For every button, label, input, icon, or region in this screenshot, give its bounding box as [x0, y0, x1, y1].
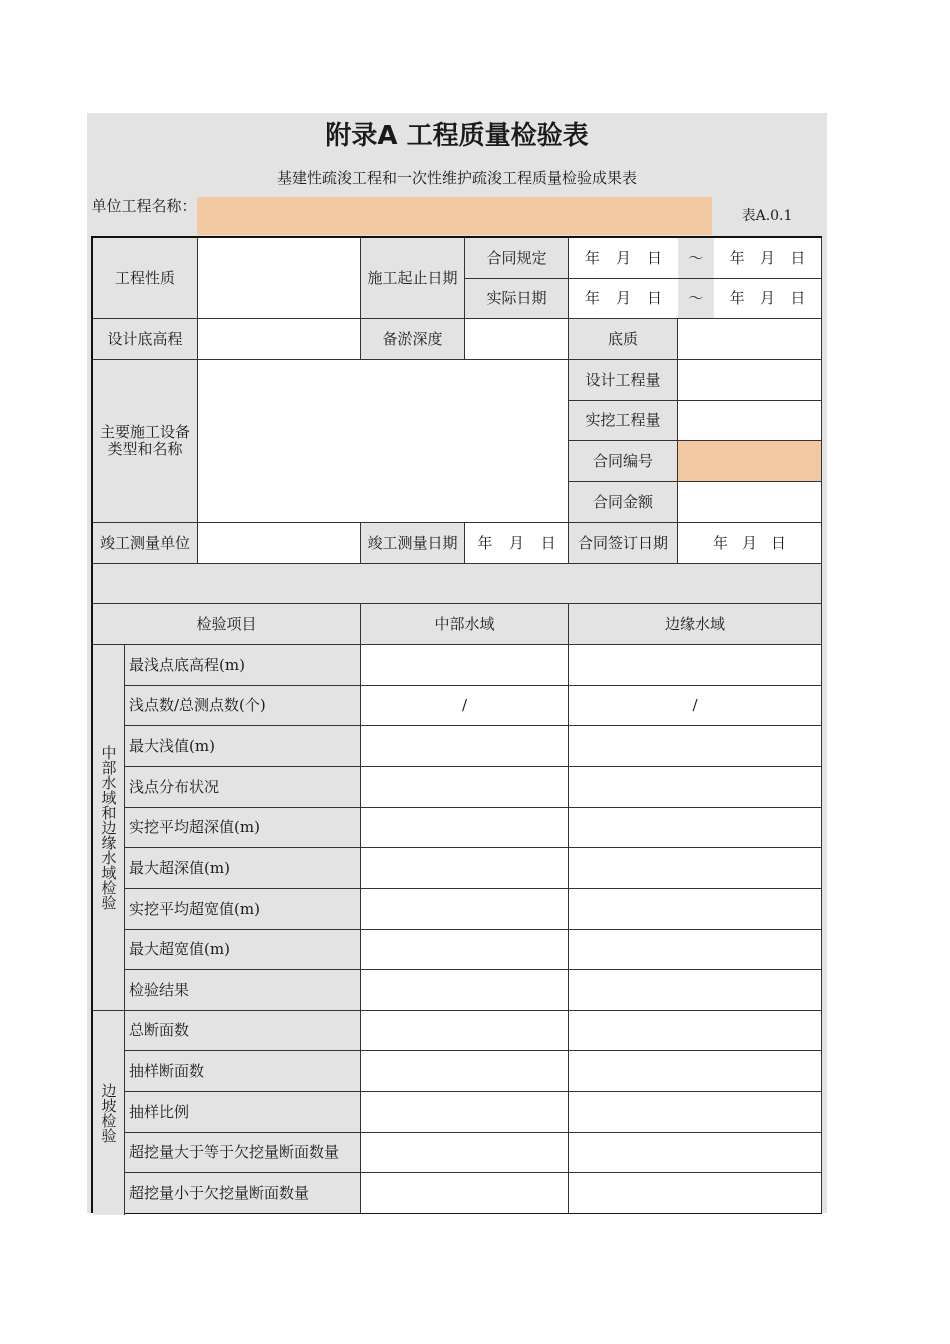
date-range-separator: ～ — [678, 279, 714, 319]
year-text: 年 — [712, 533, 728, 552]
month-text: 月 — [615, 289, 631, 307]
actual-end-date-field[interactable] — [714, 279, 822, 319]
page-title: 附录A 工程质量检验表 — [325, 121, 589, 151]
label-contract-amount: 合同金额 — [569, 482, 678, 523]
actual-start-date-field[interactable] — [569, 279, 678, 319]
central-water-value[interactable] — [361, 889, 569, 930]
label-main-equipment: 主要施工设备类型和名称 — [93, 360, 198, 523]
label-design-bottom-elevation: 设计底高程 — [93, 319, 198, 360]
header-inspection-item: 检验项目 — [93, 604, 361, 645]
design-quantity-field[interactable] — [678, 360, 822, 401]
actual-quantity-field[interactable] — [678, 401, 822, 441]
edge-water-value[interactable] — [569, 1133, 822, 1173]
central-water-value[interactable] — [361, 930, 569, 970]
central-water-value[interactable] — [361, 1051, 569, 1092]
header-edge-water: 边缘水域 — [569, 604, 822, 645]
inspection-item-label: 抽样断面数 — [125, 1051, 361, 1092]
edge-water-value[interactable] — [569, 1051, 822, 1092]
inspection-item-label: 超挖量大于等于欠挖量断面数量 — [125, 1133, 361, 1173]
label-reserved-depth: 备淤深度 — [361, 319, 465, 360]
edge-water-value[interactable] — [569, 645, 822, 686]
label-bottom-material: 底质 — [569, 319, 678, 360]
inspection-item-label: 最大超深值(m) — [125, 848, 361, 889]
date-range-separator: ～ — [678, 238, 714, 279]
month-text: 月 — [508, 533, 524, 552]
label-construction-period: 施工起止日期 — [361, 238, 465, 319]
reserved-depth-field[interactable] — [465, 319, 569, 360]
inspection-item-label: 最大浅值(m) — [125, 726, 361, 767]
central-water-value[interactable] — [361, 1173, 569, 1214]
day-text: 日 — [790, 248, 806, 267]
edge-water-value[interactable] — [569, 1011, 822, 1051]
day-text: 日 — [770, 533, 786, 552]
inspection-item-label: 最浅点底高程(m) — [125, 645, 361, 686]
inspection-item-label: 总断面数 — [125, 1011, 361, 1051]
edge-water-value[interactable] — [569, 1173, 822, 1214]
edge-water-value[interactable] — [569, 808, 822, 848]
contract-number-field[interactable] — [678, 441, 822, 482]
central-water-value[interactable] — [361, 1092, 569, 1133]
contract-end-date-field[interactable] — [714, 238, 822, 279]
year-text: 年 — [584, 248, 600, 267]
inspection-item-label: 实挖平均超深值(m) — [125, 808, 361, 848]
edge-water-value[interactable] — [569, 970, 822, 1011]
survey-date-field[interactable] — [465, 523, 569, 564]
unit-name-label — [90, 198, 198, 234]
table-code: 表A.0.1 — [741, 208, 793, 224]
header-central-water: 中部水域 — [361, 604, 569, 645]
contract-amount-field[interactable] — [678, 482, 822, 523]
inspection-item-label: 检验结果 — [125, 970, 361, 1011]
year-text: 年 — [729, 289, 745, 307]
edge-water-value[interactable] — [569, 1092, 822, 1133]
label-contract-number: 合同编号 — [569, 441, 678, 482]
design-bottom-elevation-field[interactable] — [198, 319, 361, 360]
contract-start-date-field[interactable] — [569, 238, 678, 279]
central-water-value[interactable]: / — [361, 686, 569, 726]
day-text: 日 — [790, 289, 806, 307]
group-label-water-inspection: 中部水域和边缘水域检验 — [93, 645, 125, 1011]
inspection-item-label: 浅点数/总测点数(个) — [125, 686, 361, 726]
day-text: 日 — [646, 248, 662, 267]
label-survey-unit: 竣工测量单位 — [93, 523, 198, 564]
edge-water-value[interactable] — [569, 889, 822, 930]
inspection-item-label: 最大超宽值(m) — [125, 930, 361, 970]
edge-water-value[interactable]: / — [569, 686, 822, 726]
project-nature-field[interactable] — [198, 238, 361, 319]
edge-water-value[interactable] — [569, 767, 822, 808]
month-text: 月 — [759, 289, 775, 307]
inspection-item-label: 实挖平均超宽值(m) — [125, 889, 361, 930]
edge-water-value[interactable] — [569, 930, 822, 970]
central-water-value[interactable] — [361, 767, 569, 808]
label-contract-sign-date: 合同签订日期 — [569, 523, 678, 564]
central-water-value[interactable] — [361, 970, 569, 1011]
inspection-table — [91, 236, 822, 1213]
year-text: 年 — [477, 533, 493, 552]
label-actual-quantity: 实挖工程量 — [569, 401, 678, 441]
unit-name-label-text: 单位工程名称： — [91, 197, 197, 215]
year-text: 年 — [729, 248, 745, 267]
central-water-value[interactable] — [361, 1133, 569, 1173]
section-divider — [93, 564, 822, 604]
unit-name-field[interactable] — [197, 197, 712, 235]
label-project-nature: 工程性质 — [93, 238, 198, 319]
central-water-value[interactable] — [361, 1011, 569, 1051]
inspection-item-label: 浅点分布状况 — [125, 767, 361, 808]
month-text: 月 — [741, 533, 757, 552]
central-water-value[interactable] — [361, 808, 569, 848]
central-water-value[interactable] — [361, 645, 569, 686]
month-text: 月 — [759, 248, 775, 267]
day-text: 日 — [540, 533, 556, 552]
month-text: 月 — [615, 248, 631, 267]
survey-unit-field[interactable] — [198, 523, 361, 564]
inspection-item-label: 超挖量小于欠挖量断面数量 — [125, 1173, 361, 1214]
year-text: 年 — [584, 289, 600, 307]
central-water-value[interactable] — [361, 726, 569, 767]
label-actual-date: 实际日期 — [465, 279, 569, 319]
day-text: 日 — [646, 289, 662, 307]
edge-water-value[interactable] — [569, 848, 822, 889]
group-label-slope-inspection: 边坡检验 — [93, 1011, 125, 1215]
label-survey-date: 竣工测量日期 — [361, 523, 465, 564]
main-equipment-field[interactable] — [198, 360, 569, 523]
label-design-quantity: 设计工程量 — [569, 360, 678, 401]
central-water-value[interactable] — [361, 848, 569, 889]
label-contract-specified: 合同规定 — [465, 238, 569, 279]
contract-sign-date-field[interactable] — [678, 523, 822, 564]
inspection-item-label: 抽样比例 — [125, 1092, 361, 1133]
edge-water-value[interactable] — [569, 726, 822, 767]
page-subtitle: 基建性疏浚工程和一次性维护疏浚工程质量检验成果表 — [276, 169, 637, 187]
bottom-material-field[interactable] — [678, 319, 822, 360]
